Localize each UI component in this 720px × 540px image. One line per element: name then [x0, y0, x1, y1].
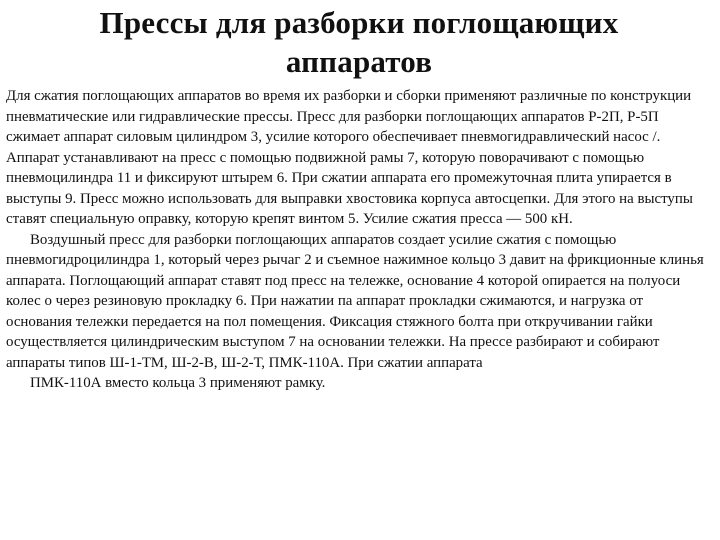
slide-title-line-2: аппаратов — [285, 44, 433, 79]
paragraph-air-press: Воздушный пресс для разборки поглощающих аппаратов создает усилие сжатия с помощью пневмогидроцилиндра 1, который через рычаг 2 и съемное нажимное кольцо 3 давит на фрикционные клинья аппарата. Поглощающий аппарат ставят под пресс на тележке, основание 4 которой опирается на полуоси колес о через резиновую прокладку 6. При нажатии па аппарат прокладки сжимаются, и нагрузка от основания тележки передается на пол помещения. Фиксация стяжного болта при откручивании гайки осуществляется цилиндрическим выступом 7 на основании тележки. На прессе разбирают и собирают аппараты типов Ш-1-ТМ, Ш-2-В, Ш-2-Т, ПМК-110А. При сжатии аппарата — [6, 231, 704, 371]
slide-title — [6, 0, 712, 81]
slide-title-line-1: Прессы для разборки поглощающих — [99, 5, 619, 40]
paragraph-presses-r2p-r5p: Для сжатия поглощающих аппаратов во время их разборки и сборки применяют различные по конструкции пневматические или гидравлические прессы. Пресс для разборки поглощающих аппаратов Р-2П, Р-5П сжимает аппарат силовым цилиндром 3, усилие которого обеспечивает пневмогидравлический насос /. Аппарат устанавливают на пресс с помощью подвижной рамы 7, которую поворачивают с помощью пневмоцилиндра 11 и фиксируют штырем 6. При сжатии аппарата его промежуточная плита упирается в выступы 9. Пресс можно использовать для выправки хвостовика корпуса автосцепки. Для этого на выступы ставят специальную оправку, которую крепят винтом 5. Усилие сжатия пресса — 500 кН. — [6, 88, 693, 227]
paragraph-air-press-tail: ПМК-110А вместо кольца 3 применяют рамку. — [30, 375, 326, 391]
slide-body — [6, 86, 712, 394]
